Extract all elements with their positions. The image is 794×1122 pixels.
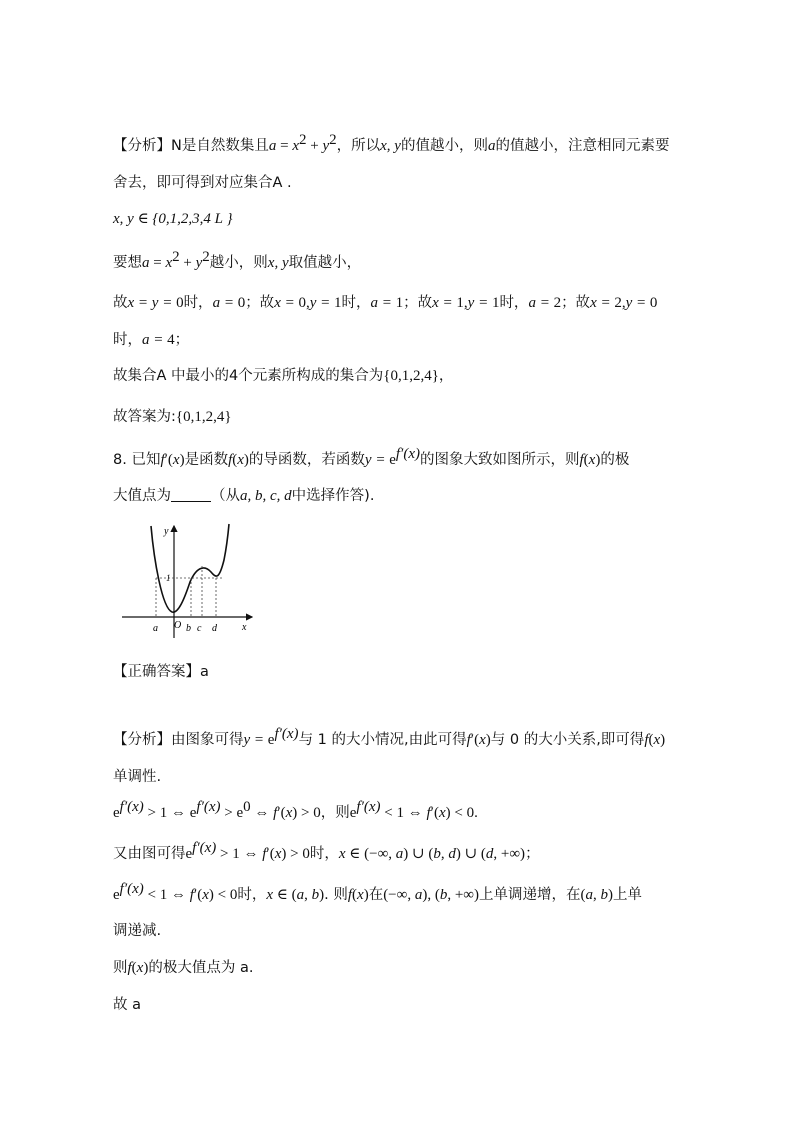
analysis-line-6: 故集合A 中最小的4个元素所构成的集合为{0,1,2,4}， [113, 368, 454, 384]
correct-answer-line [113, 662, 209, 682]
solution-line-2: 单调性. [113, 769, 162, 785]
analysis-label: 【分析】 [113, 138, 171, 154]
solution-line-8: 故 a [113, 997, 141, 1013]
solution-line-6: 调递减. [113, 923, 162, 939]
origin-label: O [174, 620, 182, 631]
tick-a-label: a [153, 623, 158, 634]
tick-c-label: c [197, 623, 202, 634]
analysis-line-1: 【分析】N是自然数集且$a = x^2 + y^2$，所以x, y的值越小，则a的值越小，注意相同元素要 [113, 132, 670, 154]
question-8-line-2: 大值点为 （从a, b, c, d中选择作答). [113, 488, 375, 504]
analysis-line-2: 舍去，即可得到对应集合A . [113, 175, 292, 191]
analysis-line-4: 故x = y = 0时，a = 0；故x = 0,y = 1时，a = 1；故x = 1,y = 1时，a = 2；故x = 2,y = 0 [113, 295, 658, 311]
question-8-line-1: 8. 已知f′(x)是函数f(x)的导函数，若函数$y = e^{f'(x)}$的图象大致如图所示，则f(x)的极 [113, 446, 630, 468]
solution-line-3: $e^{f'(x)} > 1$ ⇔ $e^{f'(x)} > e^0$ ⇔ f′(x) > 0，则$e^{f'(x)} < 1$ ⇔ f′(x) < 0. [113, 799, 478, 821]
graph-curve [151, 524, 229, 612]
x-axis-label: x [242, 622, 247, 633]
tick-d-label: d [212, 623, 217, 634]
analysis-line-3: 要想$a = x^2 + y^2$越小，则x, y取值越小， [113, 249, 362, 271]
solution-line-1: 【分析】由图象可得$y = e^{f'(x)}$与 1 的大小情况,由此可得f′(x)与 0 的大小关系,即可得f(x) [113, 726, 666, 748]
correct-answer-value: a [200, 664, 209, 680]
correct-answer-label: 【正确答案】 [113, 664, 200, 680]
y-axis-label: y [164, 526, 169, 537]
function-graph [118, 520, 258, 640]
solution-line-4: 又由图可得$e^{f'(x)} > 1$ ⇔ f′(x) > 0时，x ∈ (−∞, a) ∪ (b, d) ∪ (d, +∞)； [113, 840, 540, 862]
analysis-line-5: 时，a = 4； [113, 332, 190, 348]
analysis-answer-line: 故答案为:{0,1,2,4} [113, 409, 232, 425]
math-expr: a [268, 138, 277, 154]
one-label: 1 [166, 573, 171, 583]
solution-line-5: $e^{f'(x)} < 1$ ⇔ f′(x) < 0时，x ∈ (a, b). 则f(x)在(−∞, a), (b, +∞)上单调递增，在(a, b)上单 [113, 881, 642, 903]
solution-line-7: 则f(x)的极大值点为 a. [113, 960, 254, 976]
set-line: x, y ∈ {0,1,2,3,4 L } [113, 211, 233, 227]
answer-blank[interactable] [171, 487, 211, 502]
tick-b-label: b [186, 623, 191, 634]
